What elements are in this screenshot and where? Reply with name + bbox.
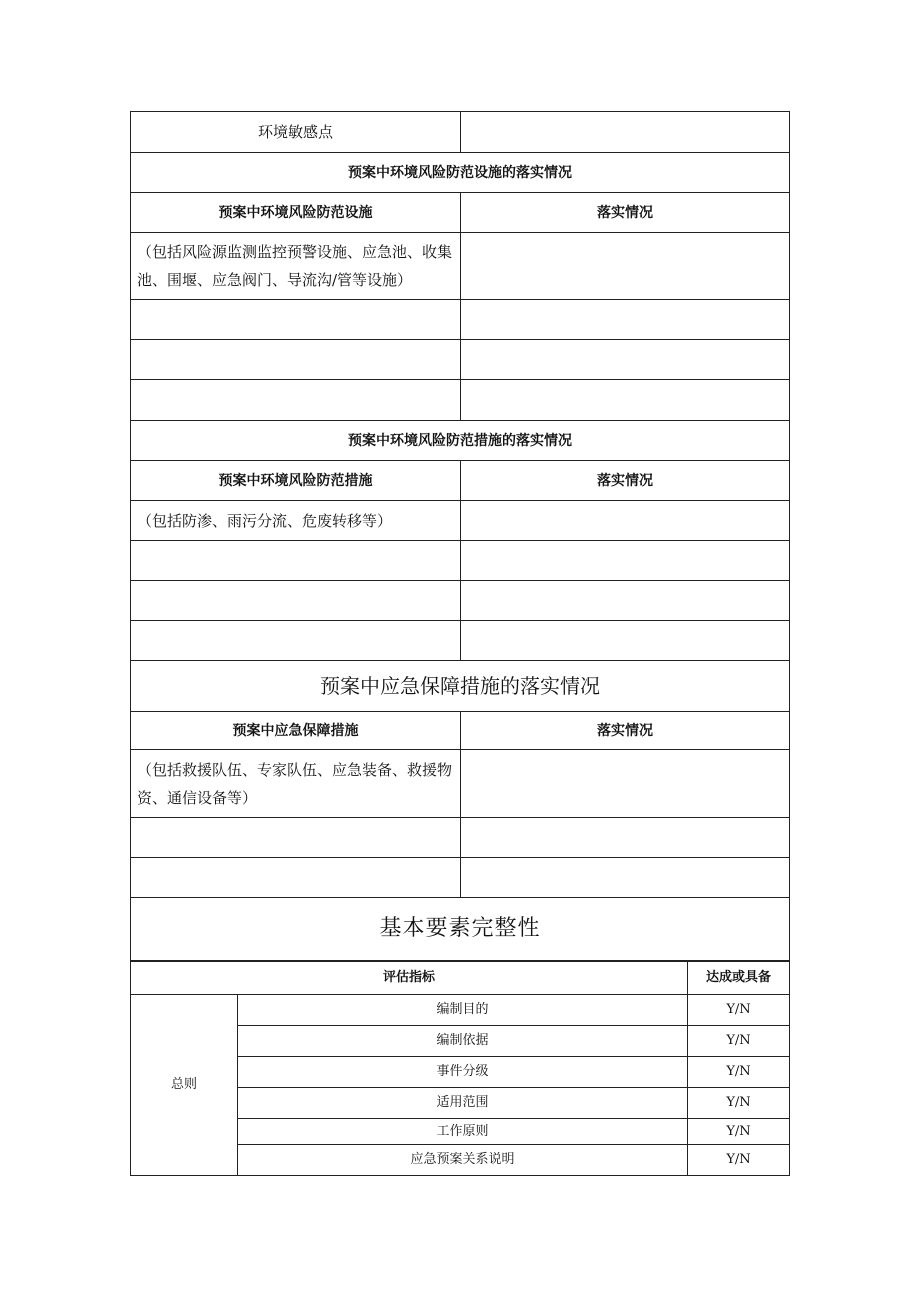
- emergency-col-header: 预案中应急保障措施: [131, 712, 461, 750]
- measures-blank-status[interactable]: [461, 541, 790, 581]
- emergency-blank-cell[interactable]: [131, 858, 461, 898]
- env-sensitive-point-label: 环境敏感点: [131, 112, 461, 153]
- measures-blank-status[interactable]: [461, 581, 790, 621]
- yn-value[interactable]: Y/N: [688, 1088, 790, 1119]
- emergency-note: （包括救援队伍、专家队伍、应急装备、救援物资、通信设备等）: [131, 750, 461, 818]
- facilities-section-title: 预案中环境风险防范设施的落实情况: [131, 153, 790, 193]
- indicator-item: 事件分级: [238, 1057, 688, 1088]
- facilities-blank-status[interactable]: [461, 300, 790, 340]
- indicator-item: 应急预案关系说明: [238, 1145, 688, 1176]
- measures-note-status[interactable]: [461, 501, 790, 541]
- yn-value[interactable]: Y/N: [688, 1057, 790, 1088]
- facilities-blank-status[interactable]: [461, 340, 790, 380]
- category-general: 总则: [131, 995, 238, 1176]
- measures-status-header: 落实情况: [461, 461, 790, 501]
- achieved-header: 达成或具备: [688, 962, 790, 995]
- yn-value[interactable]: Y/N: [688, 1026, 790, 1057]
- facilities-blank-status[interactable]: [461, 380, 790, 421]
- facilities-note-status[interactable]: [461, 233, 790, 300]
- emergency-note-status[interactable]: [461, 750, 790, 818]
- facilities-blank-cell[interactable]: [131, 340, 461, 380]
- measures-note: （包括防渗、雨污分流、危废转移等）: [131, 501, 461, 541]
- emergency-blank-status[interactable]: [461, 818, 790, 858]
- facilities-blank-cell[interactable]: [131, 380, 461, 421]
- indicator-header: 评估指标: [131, 962, 688, 995]
- emergency-blank-status[interactable]: [461, 858, 790, 898]
- indicator-item: 适用范围: [238, 1088, 688, 1119]
- measures-blank-cell[interactable]: [131, 541, 461, 581]
- measures-section-title: 预案中环境风险防范措施的落实情况: [131, 421, 790, 461]
- emergency-status-header: 落实情况: [461, 712, 790, 750]
- measures-blank-status[interactable]: [461, 621, 790, 661]
- emergency-section-title: 预案中应急保障措施的落实情况: [131, 661, 790, 712]
- facilities-blank-cell[interactable]: [131, 300, 461, 340]
- indicator-item: 编制依据: [238, 1026, 688, 1057]
- measures-blank-cell[interactable]: [131, 621, 461, 661]
- measures-col-header: 预案中环境风险防范措施: [131, 461, 461, 501]
- indicator-item: 编制目的: [238, 995, 688, 1026]
- yn-value[interactable]: Y/N: [688, 1145, 790, 1176]
- measures-blank-cell[interactable]: [131, 581, 461, 621]
- facility-implementation-table: [130, 111, 790, 961]
- assessment-table: [130, 961, 790, 1176]
- emergency-blank-cell[interactable]: [131, 818, 461, 858]
- facilities-col-header: 预案中环境风险防范设施: [131, 193, 461, 233]
- basic-elements-title: 基本要素完整性: [131, 898, 790, 961]
- env-sensitive-point-value[interactable]: [461, 112, 790, 153]
- yn-value[interactable]: Y/N: [688, 1119, 790, 1145]
- facilities-note: （包括风险源监测监控预警设施、应急池、收集池、围堰、应急阀门、导流沟/管等设施）: [131, 233, 461, 300]
- facilities-status-header: 落实情况: [461, 193, 790, 233]
- indicator-item: 工作原则: [238, 1119, 688, 1145]
- yn-value[interactable]: Y/N: [688, 995, 790, 1026]
